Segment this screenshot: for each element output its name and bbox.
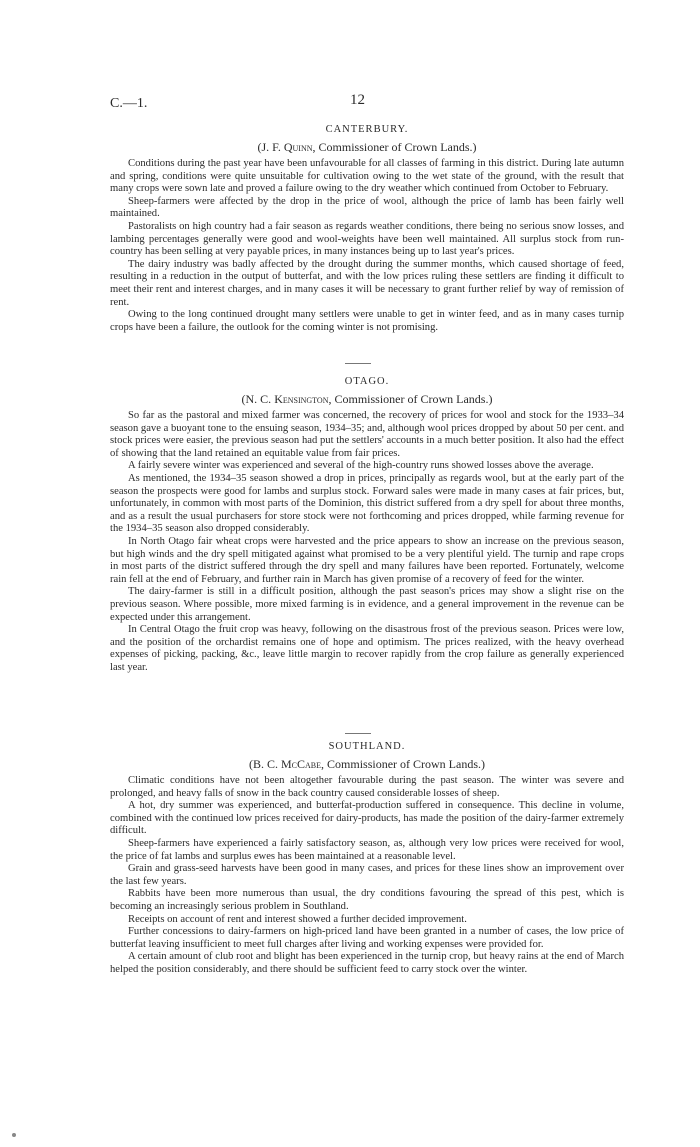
page-number: 12	[350, 92, 365, 108]
paragraph: Further concessions to dairy-farmers on high-priced land have been granted in a number of cases, the low price of butterfat leaving insufficient to meet full charges after living and working expenses were provided for.	[110, 926, 624, 950]
paragraph: Conditions during the past year have been unfavourable for all classes of farming in this district. During late autumn and spring, conditions were quite unsuitable for cultivation owing to the wet state of the ground, with the result that many crops were sown late and proved a failure owing to the dry weather which continued from October to February.	[110, 158, 624, 195]
section-title: OTAGO.	[344, 376, 390, 387]
paragraph: Owing to the long continued drought many settlers were unable to get in winter feed, and as in many cases turnip crops have been a failure, the outlook for the coming winter is not promising.	[110, 309, 624, 333]
commissioner-line	[110, 139, 624, 155]
section-title: CANTERBURY.	[325, 124, 409, 135]
paragraph: Receipts on account of rent and interest showed a further decided improvement.	[128, 913, 467, 925]
paragraph: Sheep-farmers were affected by the drop in the price of wool, although the price of lamb has been fairly well maintained.	[110, 195, 624, 220]
paragraph: In Central Otago the fruit crop was heavy, following on the disastrous frost of the previous season. Prices were low, and the position of the orchardist remains one of hope and optimism. The prices realized, with the heavy overhead expenses of picking, packing, &c., leave little margin to recover rapidly from the crop failure as generally experienced last year.	[110, 624, 624, 673]
commissioner-name: Kensington	[274, 392, 329, 406]
commissioner-initials: (J. F.	[257, 140, 284, 154]
commissioner-line	[110, 391, 624, 407]
commissioner-initials: (N. C.	[241, 392, 275, 406]
commissioner-role: , Commissioner of Crown Lands.)	[328, 392, 493, 406]
section-divider	[345, 733, 371, 734]
section-southland	[110, 740, 624, 977]
commissioner-initials: (B. C.	[248, 757, 281, 771]
section-canterbury	[110, 123, 624, 334]
paragraph: In North Otago fair wheat crops were harvested and the price appears to show an increase on the previous season, but high winds and the dry spell mitigated against what promised to be a very plentiful yield. The turnip and rape crops in most parts of the district suffered through the dry spell and many failures have been reported. Fortunately, welcome rain fell at the end of February, and further rain in March has given promise of a recovery of feed for the winter.	[110, 535, 624, 585]
paragraph: The dairy industry was badly affected by the drought during the summer months, which caused shortage of feed, resulting in a reduction in the output of butterfat, and with the low prices ruling these settlers are finding it difficult to meet their rent and interest charges, and in many cases it will be necessary to grant further relief by way of remission of rent.	[110, 258, 624, 308]
paragraph: Climatic conditions have not been altogether favourable during the past season. The winter was severe and prolonged, and heavy falls of snow in the back country caused considerable losses of sheep.	[110, 775, 624, 799]
paragraph: A fairly severe winter was experienced and several of the high-country runs showed losses above the average.	[128, 460, 594, 472]
section-otago	[110, 375, 624, 674]
commissioner-name: McCabe	[281, 757, 322, 771]
commissioner-line	[110, 756, 624, 772]
commissioner-role: , Commissioner of Crown Lands.)	[312, 140, 477, 154]
commissioner-name: Quinn	[283, 140, 313, 154]
paragraph: Grain and grass-seed harvests have been good in many cases, and prices for these lines show an improvement over the last few years.	[110, 863, 624, 887]
commissioner-role: , Commissioner of Crown Lands.)	[321, 757, 486, 771]
paragraph: Sheep-farmers have experienced a fairly satisfactory season, as, although very low prices were received for wool, the price of fat lambs and surplus ewes has been maintained at a reasonable level.	[110, 837, 624, 862]
running-header	[110, 92, 620, 114]
scan-speck	[12, 1133, 16, 1137]
section-title: SOUTHLAND.	[328, 741, 406, 752]
paragraph: So far as the pastoral and mixed farmer was concerned, the recovery of prices for wool and stock for the 1933–34 season gave a buoyant tone to the ensuing season, 1934–35; and, although wool prices dropped by about 50 per cent. and stock prices were easier, the previous season had put the settlers' accounts in a much better position. It also had the effect of showing that the land retained an equitable value from fair prices.	[110, 410, 624, 459]
paragraph: Rabbits have been more numerous than usual, the dry conditions favouring the spread of this pest, which is becoming an increasingly serious problem in Southland.	[110, 888, 624, 912]
paragraph: Pastoralists on high country had a fair season as regards weather conditions, there being no serious snow losses, and lambing percentages generally were good and wool-weights have been well maintained. All surplus stock from run-country has been selling at very payable prices, in many instances being up to last year's prices.	[110, 220, 624, 258]
document-reference: C.—1.	[110, 96, 148, 111]
paragraph: A hot, dry summer was experienced, and butterfat-production suffered in consequence. This decline in volume, combined with the continued low prices received for dairy-products, has made the position of the dairy-farmer extremely difficult.	[110, 800, 624, 837]
paragraph: The dairy-farmer is still in a difficult position, although the past season's prices may show a slight rise on the previous season. Where possible, more mixed farming is in evidence, and a general improvement in the revenue can be expected under this arrangement.	[110, 586, 624, 623]
paragraph: As mentioned, the 1934–35 season showed a drop in prices, principally as regards wool, but at the early part of the season the prospects were good for lambs and surplus stock. Forward sales were made in many cases at fair prices, but, unfortunately, in common with most parts of the Dominion, this district suffered from a dry spell for about three months, and as a result the usual purchasers for store stock were not forthcoming and prices dropped, while farming revenue for the 1934–35 season also dropped considerably.	[110, 472, 624, 535]
section-divider	[345, 363, 371, 364]
paragraph: A certain amount of club root and blight has been experienced in the turnip crop, but heavy rains at the end of March helped the position considerably, and there should be sufficient feed to carry stock over the winter.	[110, 951, 624, 975]
